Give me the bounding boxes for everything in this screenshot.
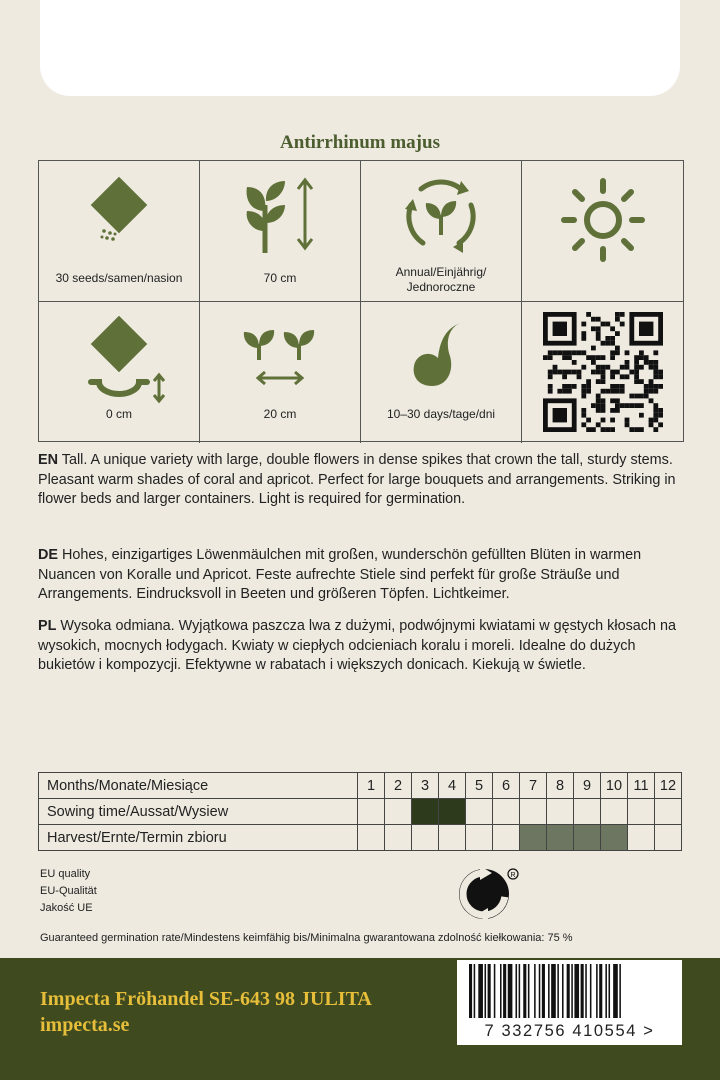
company-address: Impecta Fröhandel SE-643 98 JULITA [40,988,372,1010]
month-3: 3 [412,773,439,799]
sowing-cell-2 [385,799,412,825]
description-pl-text: Wysoka odmiana. Wyjątkowa paszcza lwa z dużymi, podwójnymi kwiatami w gęstych kłosach na wysokich, mocnych łodygach. Kwiaty w ciepłych odcieniach koralu i moreli. Idealne do dużych bukietów i kompozycji. Efektywne w rabatach i większych donicach. Kiekują w świetle. [38,618,676,673]
harvest-cell-9 [574,825,601,851]
eu-quality-pl: Jakość UE [40,902,93,914]
lifecycle-line2: Jednoroczne [406,280,476,294]
harvest-cell-6 [493,825,520,851]
hang-hole-cutout [40,0,680,96]
barcode-number [457,1022,682,1041]
eu-quality-en: EU quality [40,868,91,880]
sowing-cell-6 [493,799,520,825]
company-website[interactable]: impecta.se [40,1014,130,1036]
months-label: Months/Monate/Miesiące [39,773,358,799]
language-code-en: EN [38,452,58,468]
harvest-label: Harvest/Ernte/Termin zbioru [39,825,358,851]
sowing-cell-7 [520,799,547,825]
sowing-label: Sowing time/Aussat/Wysiew [39,799,358,825]
height-cell [200,161,361,302]
description-pl [38,617,684,676]
lifecycle-cell [361,161,522,302]
lifecycle-line1: Annual/Einjährig/ [395,265,487,279]
month-11: 11 [628,773,655,799]
description-en-text: Tall. A unique variety with large, double flowers in dense spikes that crown the tall, sturdy stems. Pleasant warm shades of coral and apricot. Perfect for large bouquets and arrangements. Striking in flower beds and larger containers. Light is required for germination. [38,452,676,507]
month-6: 6 [493,773,520,799]
month-7: 7 [520,773,547,799]
harvest-cell-11 [628,825,655,851]
harvest-cell-8 [547,825,574,851]
sowing-cell-9 [574,799,601,825]
harvest-cell-1 [358,825,385,851]
svg-text:R: R [510,872,516,879]
lifecycle-label [361,265,521,295]
spacing-label: 20 cm [263,407,297,421]
month-4: 4 [439,773,466,799]
sowing-cell-4 [439,799,466,825]
plant-spacing-icon [235,316,325,396]
seeds-cell [39,161,200,302]
sowing-cell-10 [601,799,628,825]
company-block [40,986,372,1038]
icon-grid [38,160,684,442]
germination-seed-icon [406,316,476,396]
germination-label: 10–30 days/tage/dni [386,407,496,421]
sowing-cell-12 [655,799,682,825]
month-8: 8 [547,773,574,799]
green-dot-recycling-icon [456,864,522,924]
depth-label: 0 cm [105,407,132,421]
depth-cell [39,302,200,443]
harvest-cell-7 [520,825,547,851]
month-1: 1 [358,773,385,799]
harvest-row [39,825,682,851]
species-title: Antirrhinum majus [280,132,440,153]
eu-quality-de: EU-Qualität [40,885,97,897]
month-5: 5 [466,773,493,799]
harvest-cell-12 [655,825,682,851]
barcode-digits: 332756 410554 [501,1022,638,1040]
barcode-end-mark: > [643,1022,655,1040]
month-2: 2 [385,773,412,799]
description-de [38,546,684,605]
harvest-cell-10 [601,825,628,851]
qr-code-icon[interactable] [543,312,663,432]
harvest-cell-5 [466,825,493,851]
germination-rate-text: Guaranteed germination rate/Mindestens keimfähig bis/Minimalna gwarantowana zdolność kiełkowania: 75 % [40,932,573,944]
sowing-cell-3 [412,799,439,825]
seeds-count-label: 30 seeds/samen/nasion [55,271,183,285]
germination-cell [361,302,522,443]
sowing-calendar [38,772,682,851]
sowing-cell-11 [628,799,655,825]
height-label: 70 cm [263,271,297,285]
sowing-cell-1 [358,799,385,825]
barcode [457,960,682,1045]
plant-height-icon [235,175,325,255]
barcode-first-digit: 7 [484,1022,496,1040]
spacing-cell [200,302,361,443]
seed-packet-icon [84,175,154,245]
month-12: 12 [655,773,682,799]
language-code-de: DE [38,547,58,563]
harvest-cell-2 [385,825,412,851]
description-de-text: Hohes, einzigartiges Löwenmäulchen mit großen, wunderschön gefüllten Blüten in warmen Nuancen von Koralle und Apricot. Feste aufrechte Stiele sind perfekt für große Sträuße und Arrangements. Eindrucksvoll in Beeten und größeren Töpfen. Lichtkeimer. [38,547,642,602]
months-row [39,773,682,799]
sun-cell [522,161,683,302]
harvest-cell-4 [439,825,466,851]
language-code-pl: PL [38,618,57,634]
annual-cycle-icon [401,175,481,255]
sowing-cell-5 [466,799,493,825]
full-sun-icon [558,175,648,265]
description-en [38,451,684,510]
sowing-depth-icon [69,316,169,406]
sowing-row [39,799,682,825]
qr-cell [522,302,683,443]
month-10: 10 [601,773,628,799]
barcode-bars [457,960,682,1020]
harvest-cell-3 [412,825,439,851]
eu-quality-block [40,866,97,917]
month-9: 9 [574,773,601,799]
sowing-cell-8 [547,799,574,825]
